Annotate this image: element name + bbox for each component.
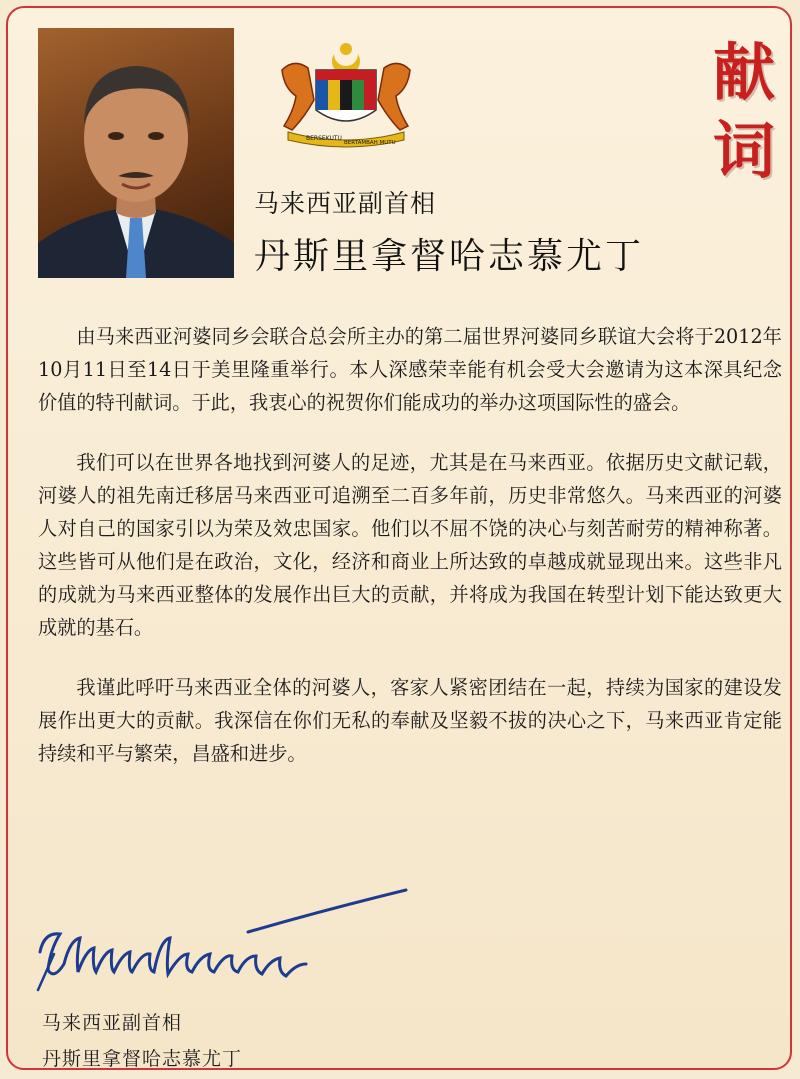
paragraph-2: 我们可以在世界各地找到河婆人的足迹，尤其是在马来西亚。依据历史文献记载，河婆人的祖先南迁移居马来西亚可追溯至二百多年前，历史非常悠久。马来西亚的河婆人对自己的国家引以为荣及效忠国家。他们以不屈不饶的决心与刻苦耐劳的精神称著。这些皆可从他们是在政治，文化，经济和商业上所达致的卓越成就显现出来。这些非凡的成就为马来西亚整体的发展作出巨大的贡献，并将成为我国在转型计划下能达致更大成就的基石。	[38, 451, 782, 639]
paragraph-3: 我谨此呼吁马来西亚全体的河婆人，客家人紧密团结在一起，持续为国家的建设发展作出更大的贡献。我深信在你们无私的奉献及坚毅不拔的决心之下，马来西亚肯定能持续和平与繁荣，昌盛和进步。	[38, 676, 782, 765]
malaysia-coat-of-arms	[274, 40, 418, 148]
signature-title: 马来西亚副首相	[42, 1012, 183, 1034]
dedication-badge	[704, 34, 784, 190]
crest-emblem	[274, 40, 418, 148]
signature-stroke	[34, 880, 414, 1000]
crest-motto-right: BERTAMBAH MUTU	[344, 140, 396, 146]
author-name: 丹斯里拿督哈志慕尤丁	[254, 236, 645, 277]
page-frame	[6, 6, 792, 1070]
message-body	[38, 320, 782, 797]
portrait-photo	[38, 28, 234, 278]
signature-name: 丹斯里拿督哈志慕尤丁	[42, 1048, 243, 1070]
portrait-illustration	[38, 28, 234, 278]
crest-motto-left: BERSEKUTU	[306, 135, 342, 142]
handwritten-signature	[34, 880, 414, 1000]
paragraph-1: 由马来西亚河婆同乡会联合总会所主办的第二届世界河婆同乡联谊大会将于2012年10月11日至14日于美里隆重举行。本人深感荣幸能有机会受大会邀请为这本深具纪念价值的特刊献词。于此，我衷心的祝贺你们能成功的举办这项国际性的盛会。	[38, 325, 782, 414]
author-title: 马来西亚副首相	[254, 189, 437, 218]
badge-char-2: 词	[712, 114, 775, 187]
badge-char-1: 献	[712, 36, 775, 109]
